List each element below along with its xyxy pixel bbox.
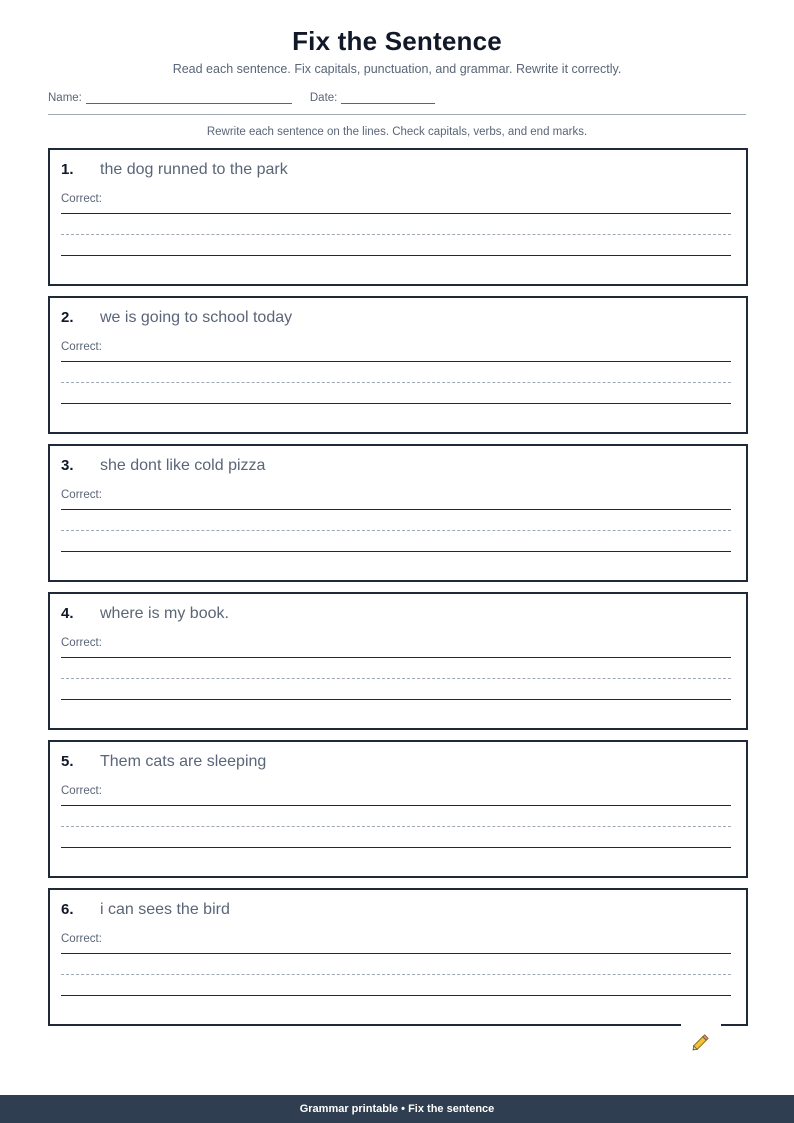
writing-line-midline — [61, 234, 731, 235]
writing-line-top[interactable] — [61, 509, 731, 510]
writing-line-top[interactable] — [61, 657, 731, 658]
writing-line-midline — [61, 382, 731, 383]
incorrect-sentence: i can sees the bird — [100, 901, 230, 918]
exercise-item-6 — [48, 888, 748, 1026]
exercise-item-2 — [48, 296, 748, 434]
writing-line-midline — [61, 530, 731, 531]
item-number: 5. — [61, 753, 74, 770]
item-number: 1. — [61, 161, 74, 178]
incorrect-sentence: she dont like cold pizza — [100, 457, 266, 474]
writing-line-midline — [61, 974, 731, 975]
student-info-row — [48, 92, 435, 104]
date-label: Date: — [309, 92, 338, 104]
exercise-list — [48, 148, 748, 1036]
page-title: Fix the Sentence — [292, 26, 502, 56]
name-blank-line[interactable] — [86, 92, 292, 104]
correct-label: Correct: — [61, 637, 102, 649]
footer-text: Grammar printable • Fix the sentence — [299, 1103, 495, 1115]
correct-label: Correct: — [61, 489, 102, 501]
item-number: 3. — [61, 457, 74, 474]
writing-line-midline — [61, 826, 731, 827]
incorrect-sentence: where is my book. — [100, 605, 229, 622]
pencil-badge — [681, 1022, 721, 1062]
header-divider — [48, 114, 746, 115]
instructions-text: Rewrite each sentence on the lines. Check capitals, verbs, and end marks. — [206, 126, 588, 138]
item-number: 6. — [61, 901, 74, 918]
page-subtitle: Read each sentence. Fix capitals, punctuation, and grammar. Rewrite it correctly. — [172, 62, 622, 76]
writing-line-top[interactable] — [61, 953, 731, 954]
page-footer — [0, 1095, 794, 1123]
writing-line-bottom[interactable] — [61, 847, 731, 848]
exercise-item-3 — [48, 444, 748, 582]
correct-label: Correct: — [61, 341, 102, 353]
exercise-item-1 — [48, 148, 748, 286]
exercise-item-5 — [48, 740, 748, 878]
exercise-item-4 — [48, 592, 748, 730]
writing-line-bottom[interactable] — [61, 403, 731, 404]
writing-line-top[interactable] — [61, 805, 731, 806]
writing-line-bottom[interactable] — [61, 551, 731, 552]
date-blank-line[interactable] — [341, 92, 435, 104]
writing-line-top[interactable] — [61, 361, 731, 362]
correct-label: Correct: — [61, 785, 102, 797]
writing-line-top[interactable] — [61, 213, 731, 214]
incorrect-sentence: the dog runned to the park — [100, 161, 288, 178]
correct-label: Correct: — [61, 933, 102, 945]
writing-line-bottom[interactable] — [61, 699, 731, 700]
item-number: 4. — [61, 605, 74, 622]
writing-line-midline — [61, 678, 731, 679]
pencil-icon — [689, 1030, 713, 1054]
incorrect-sentence: we is going to school today — [100, 309, 293, 326]
name-label: Name: — [48, 92, 82, 104]
correct-label: Correct: — [61, 193, 102, 205]
item-number: 2. — [61, 309, 74, 326]
incorrect-sentence: Them cats are sleeping — [100, 753, 267, 770]
writing-line-bottom[interactable] — [61, 255, 731, 256]
writing-line-bottom[interactable] — [61, 995, 731, 996]
